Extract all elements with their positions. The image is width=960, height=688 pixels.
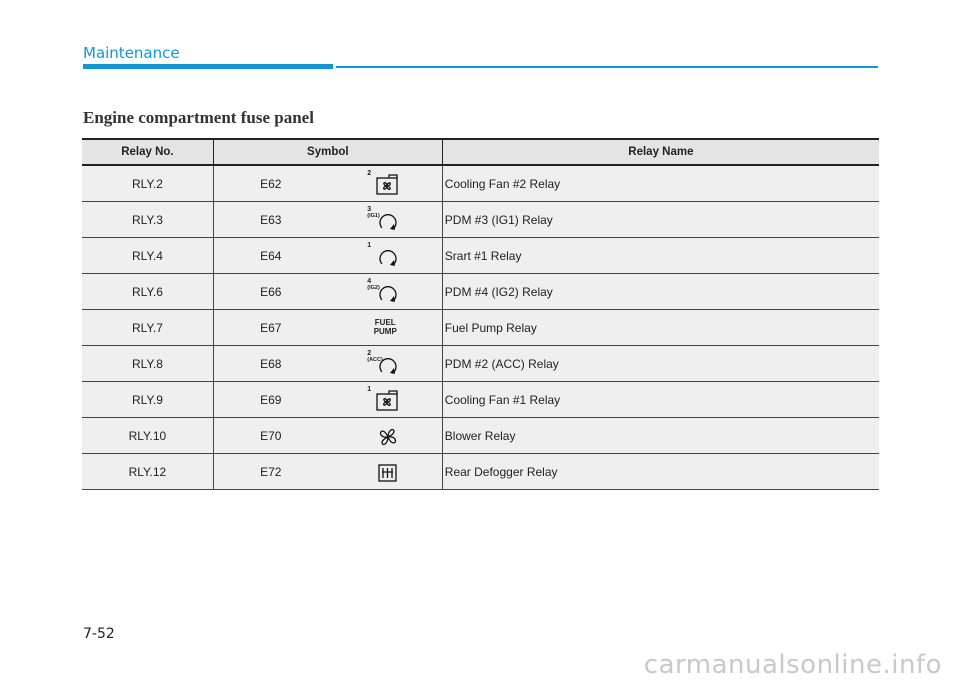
symbol-number: 2	[367, 349, 372, 357]
relay-name-cell: Fuel Pump Relay	[442, 310, 879, 346]
table-row	[82, 274, 879, 310]
symbol-code-cell: E68	[213, 346, 328, 382]
symbol-code-cell: E69	[213, 382, 328, 418]
cooling-fan-relay-icon	[363, 170, 407, 198]
relay-name-cell: PDM #3 (IG1) Relay	[442, 202, 879, 238]
table-row	[82, 382, 879, 418]
symbol-icon-cell	[328, 202, 442, 238]
blower-fan-icon	[363, 422, 407, 450]
symbol-icon-cell	[328, 454, 442, 490]
table-row	[82, 310, 879, 346]
table-row	[82, 238, 879, 274]
table-row	[82, 165, 879, 202]
relay-no-cell: RLY.8	[82, 346, 213, 382]
symbol-icon-cell	[328, 274, 442, 310]
symbol-icon-cell	[328, 238, 442, 274]
symbol-code-cell: E72	[213, 454, 328, 490]
relay-name-cell: PDM #2 (ACC) Relay	[442, 346, 879, 382]
relay-no-cell: RLY.4	[82, 238, 213, 274]
symbol-icon-cell	[328, 165, 442, 202]
symbol-subscript: (IG2)	[367, 284, 380, 291]
symbol-number: 2	[367, 169, 372, 177]
header-rule-thick	[83, 64, 333, 69]
relay-name-cell: Srart #1 Relay	[442, 238, 879, 274]
rear-defogger-icon	[363, 458, 407, 486]
relay-no-cell: RLY.9	[82, 382, 213, 418]
relay-name-cell: Cooling Fan #1 Relay	[442, 382, 879, 418]
symbol-subscript: (IG1)	[367, 212, 380, 219]
symbol-icon-cell	[328, 418, 442, 454]
relay-no-cell: RLY.6	[82, 274, 213, 310]
symbol-text-line: FUEL	[374, 318, 396, 327]
section-title: Maintenance	[83, 44, 180, 62]
page-heading: Engine compartment fuse panel	[83, 108, 314, 127]
table-row	[82, 418, 879, 454]
relay-no-cell: RLY.7	[82, 310, 213, 346]
symbol-number: 1	[367, 385, 372, 393]
symbol-icon-cell	[328, 346, 442, 382]
symbol-icon-cell	[328, 382, 442, 418]
relay-no-cell: RLY.10	[82, 418, 213, 454]
symbol-code-cell: E70	[213, 418, 328, 454]
relay-name-cell: Cooling Fan #2 Relay	[442, 165, 879, 202]
symbol-code-cell: E64	[213, 238, 328, 274]
symbol-number: 4	[367, 277, 372, 285]
table-header-row	[82, 139, 879, 165]
relay-no-cell: RLY.2	[82, 165, 213, 202]
symbol-icon-cell	[328, 310, 442, 346]
page-number: 7-52	[83, 626, 115, 642]
symbol-number: 3	[367, 205, 372, 213]
table-row	[82, 454, 879, 490]
start-relay-icon	[363, 242, 407, 270]
header-rule-thin	[336, 66, 878, 68]
table-row	[82, 346, 879, 382]
relay-table	[82, 138, 879, 490]
cooling-fan-relay-icon	[363, 386, 407, 414]
symbol-number: 1	[367, 241, 372, 249]
symbol-subscript: (ACC)	[367, 356, 383, 363]
symbol-code-cell: E63	[213, 202, 328, 238]
column-header-relay-no: Relay No.	[82, 139, 213, 165]
column-header-symbol: Symbol	[213, 139, 442, 165]
relay-no-cell: RLY.12	[82, 454, 213, 490]
relay-name-cell: Blower Relay	[442, 418, 879, 454]
symbol-code-cell: E62	[213, 165, 328, 202]
watermark: carmanualsonline.info	[643, 650, 942, 680]
column-header-relay-name: Relay Name	[442, 139, 879, 165]
relay-no-cell: RLY.3	[82, 202, 213, 238]
pdm-relay-icon	[363, 350, 407, 378]
symbol-code-cell: E66	[213, 274, 328, 310]
table-row	[82, 202, 879, 238]
relay-name-cell: PDM #4 (IG2) Relay	[442, 274, 879, 310]
pdm-relay-icon	[363, 206, 407, 234]
fuel-pump-symbol	[374, 318, 397, 336]
relay-name-cell: Rear Defogger Relay	[442, 454, 879, 490]
symbol-code-cell: E67	[213, 310, 328, 346]
pdm-relay-icon	[363, 278, 407, 306]
symbol-text-line: PUMP	[373, 327, 397, 336]
